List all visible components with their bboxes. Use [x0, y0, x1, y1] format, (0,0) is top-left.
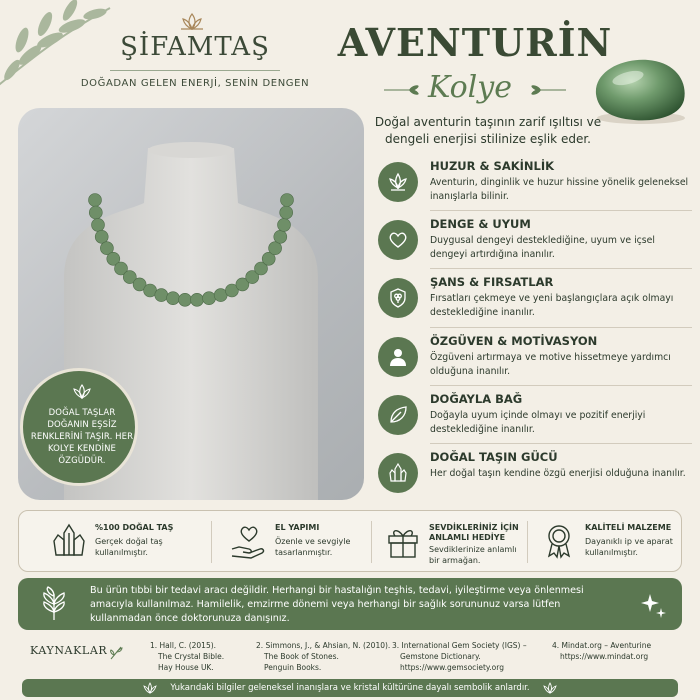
- lotus-icon: [142, 682, 158, 694]
- disclaimer-banner: [18, 578, 682, 630]
- source-line: Hay House UK.: [158, 663, 214, 672]
- leaf-icon: [378, 395, 418, 435]
- benefit-title: ŞANS & FIRSATLAR: [430, 275, 554, 289]
- lotus-logo-icon: [178, 12, 206, 32]
- benefit-desc: Özgüveni artırmaya ve motive hissetmeye yardımcı olduğuna inanılır.: [430, 352, 671, 377]
- necklace-bead: [95, 230, 108, 243]
- benefit-item: [378, 333, 692, 389]
- source-line[interactable]: https://www.gemsociety.org: [400, 663, 504, 672]
- source-line[interactable]: https://www.mindat.org: [560, 652, 649, 661]
- gift-icon: [383, 521, 423, 561]
- benefit-desc: Doğayla uyum içinde olmayı ve pozitif enerjiyi desteklediğine inanılır.: [430, 410, 646, 435]
- source-line: 2. Simmons, J., & Ahsian, N. (2010).: [256, 641, 391, 650]
- divider: [430, 210, 692, 211]
- feature-title: SEVDİKLERİNİZ İÇİN ANLAMLI HEDİYE: [429, 523, 519, 542]
- person-icon: [378, 337, 418, 377]
- source-item: [552, 640, 651, 662]
- feature-item: [539, 511, 679, 573]
- product-title: AVENTURİN: [337, 20, 613, 65]
- feature-title: EL YAPIMI: [275, 523, 320, 532]
- hand-heart-icon: [229, 521, 269, 561]
- award-icon: [539, 521, 579, 561]
- necklace-bead: [269, 242, 282, 255]
- source-item: [256, 640, 390, 673]
- divider: [527, 521, 528, 563]
- benefit-title: ÖZGÜVEN & MOTİVASYON: [430, 334, 598, 348]
- feature-item: [49, 511, 189, 573]
- footer-banner: [22, 679, 678, 697]
- sources-label: KAYNAKLAR: [30, 644, 108, 657]
- necklace-bead: [89, 194, 102, 207]
- necklace-bead: [203, 292, 216, 305]
- benefit-item: [378, 391, 692, 447]
- divider: [430, 443, 692, 444]
- feature-title: %100 DOĞAL TAŞ: [95, 523, 174, 532]
- necklace-bead: [278, 218, 291, 231]
- benefit-desc: Fırsatları çekmeye ve yeni başlangıçlara açık olmayı desteklediğine inanılır.: [430, 293, 674, 318]
- feature-desc: Sevdiklerinize anlamlı bir armağan.: [429, 545, 517, 565]
- benefit-desc: Aventurin, dinginlik ve huzur hissine yönelik geleneksel inanışlarla bilinir.: [430, 177, 689, 202]
- brand-slogan: DOĞADAN GELEN ENERJİ, SENİN DENGEN: [80, 78, 310, 89]
- source-line: The Crystal Bible.: [158, 652, 225, 661]
- crystal-cluster-icon: [49, 521, 89, 561]
- badge-text: DOĞAL TAŞLAR DOĞANIN EŞSİZ RENKLERİNİ TAŞIR. HER KOLYE KENDİNE ÖZGÜDÜR.: [30, 408, 134, 466]
- necklace-bead: [167, 292, 180, 305]
- feature-desc: Dayanıklı ip ve aparat kullanılmıştır.: [585, 537, 673, 557]
- necklace-bead: [89, 206, 102, 219]
- necklace-bead: [155, 289, 168, 302]
- necklace-bead: [274, 230, 287, 243]
- disclaimer-text: Bu ürün tıbbi bir tedavi aracı değildir. Herhangi bir hastalığın teşhis, tedavi, iyileştirme veya önlenmesi amacıyla kullanılmaz. Hamilelik, emzirme dönemi veya herhangi bir sağlık sorununuz varsa lütfen kullanmadan önce doktorunuza danışınız.: [90, 585, 584, 624]
- benefit-desc: Her doğal taşın kendine özgü enerjisi olduğuna inanılır.: [430, 468, 686, 479]
- divider: [371, 521, 372, 563]
- benefit-title: HUZUR & SAKİNLİK: [430, 159, 555, 173]
- feature-item: [383, 511, 523, 573]
- benefit-title: DENGE & UYUM: [430, 217, 531, 231]
- feature-desc: Özenle ve sevgiyle tasarlanmıştır.: [275, 537, 351, 557]
- benefit-item: [378, 274, 692, 330]
- source-line: Penguin Books.: [264, 663, 322, 672]
- leaf-icon: [36, 586, 72, 622]
- source-item: [392, 640, 527, 673]
- necklace-bead: [179, 293, 192, 306]
- leaf-sprig-icon: [108, 644, 124, 660]
- brand-divider: [110, 70, 280, 71]
- necklace-bead: [191, 293, 204, 306]
- heart-icon: [378, 220, 418, 260]
- lotus-icon: [70, 383, 94, 401]
- feature-item: [229, 511, 369, 573]
- source-line: 4. Mindat.org – Aventurine: [552, 641, 652, 650]
- sparkle-icon: [638, 590, 668, 620]
- crystal-icon: [378, 453, 418, 493]
- product-subtitle: Kolye: [428, 70, 512, 105]
- necklace-bead: [281, 194, 294, 207]
- benefit-item: [378, 449, 692, 505]
- necklace-bead: [280, 206, 293, 219]
- benefit-item: [378, 158, 692, 214]
- divider: [211, 521, 212, 563]
- source-item: [150, 640, 224, 673]
- divider: [430, 385, 692, 386]
- benefit-title: DOĞAYLA BAĞ: [430, 392, 523, 406]
- divider: [430, 268, 692, 269]
- source-line: The Book of Stones.: [264, 652, 339, 661]
- feature-title: KALİTELİ MALZEME: [585, 523, 672, 532]
- source-line: Gemstone Dictionary.: [400, 652, 481, 661]
- lotus-icon: [542, 682, 558, 694]
- source-line: 3. International Gem Society (IGS) –: [392, 641, 527, 650]
- lotus-icon: [378, 162, 418, 202]
- feature-desc: Gerçek doğal taş kullanılmıştır.: [95, 537, 163, 557]
- leaf-ornament-icon: [530, 84, 566, 96]
- natural-stone-badge: [20, 368, 138, 486]
- benefit-title: DOĞAL TAŞIN GÜCÜ: [430, 450, 558, 464]
- features-bar: [18, 510, 682, 572]
- benefit-item: [378, 216, 692, 272]
- benefit-desc: Duygusal dengeyi desteklediğine, uyum ve içsel dengeyi artırdığına inanılır.: [430, 235, 655, 260]
- necklace-bead: [92, 218, 105, 231]
- brand-name: ŞİFAMTAŞ: [120, 32, 270, 62]
- source-line: 1. Hall, C. (2015).: [150, 641, 217, 650]
- product-intro: Doğal aventurin taşının zarif ışıltısı ve dengeli enerjisi stilinize eşlik eder.: [374, 115, 602, 146]
- shield-clover-icon: [378, 278, 418, 318]
- footer-text: Yukarıdaki bilgiler geleneksel inanışlara ve kristal kültürüne dayalı sembolik anlardır.: [170, 683, 530, 693]
- divider: [430, 327, 692, 328]
